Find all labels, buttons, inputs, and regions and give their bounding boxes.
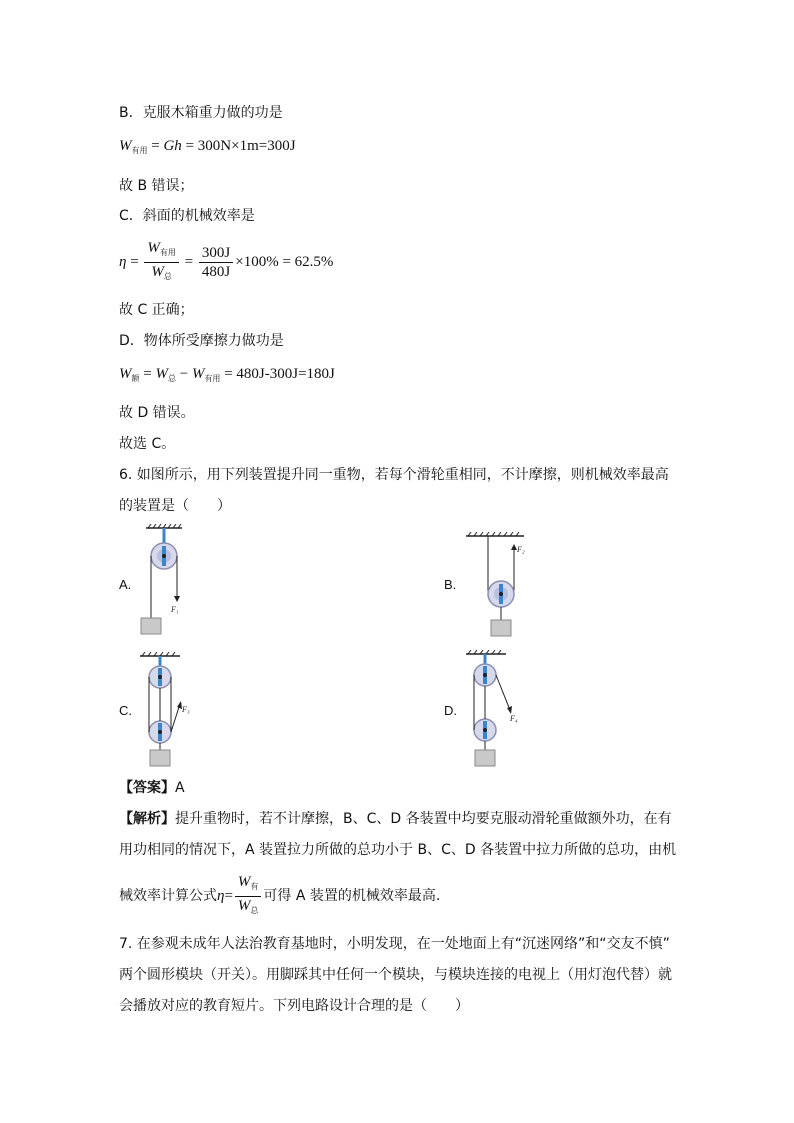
- question-6-line-1: 6. 如图所示，用下列装置提升同一重物，若每个滑轮重相同，不计摩擦，则机械效率最高: [119, 467, 669, 483]
- analysis-line-3: 械效率计算公式η= $\frac{W_有}{W_总}$ 可得 A 装置的机械效率最高.: [119, 872, 440, 920]
- c-equation: η = $\frac{W_{有用}}{W_总}$ = $\frac{300J}{480J}$ ×100% = 62.5%: [119, 239, 333, 286]
- b-title: B．克服木箱重力做的功是: [119, 105, 283, 121]
- figure-a-fixed-pulley: [138, 524, 198, 646]
- figure-c-pulley-block: [136, 652, 200, 770]
- question-7-line-3: 会播放对应的教育短片。下列电路设计合理的是（ ）: [119, 998, 469, 1014]
- c-result: 故 C 正确；: [119, 302, 194, 318]
- option-a-label: A.: [119, 577, 132, 592]
- d-result: 故 D 错误。: [119, 405, 195, 421]
- option-c-label: C.: [119, 703, 132, 718]
- b-equation: $W_{有用} = Gh = 300N\times 1m=300J$: [119, 138, 296, 155]
- question-6-line-2: 的装置是（ ）: [119, 498, 231, 514]
- option-d-label: D.: [444, 703, 457, 718]
- analysis-fraction: $\frac{W_有}{W_总}$: [235, 873, 262, 920]
- efficiency-fraction: $\frac{W_{有用}}{W_总}$: [144, 239, 179, 286]
- choose-line: 故选 C。: [119, 436, 176, 452]
- c-title: C．斜面的机械效率是: [119, 208, 255, 224]
- figure-b-movable-pulley: [462, 532, 528, 640]
- answer-tag: 【答案】: [119, 780, 175, 796]
- force-label-f4: F₄: [510, 714, 518, 723]
- answer-line: [119, 778, 185, 798]
- force-label-f2: F₂: [517, 545, 525, 554]
- question-7-line-2: 两个圆形模块（开关）。用脚踩其中任何一个模块，与模块连接的电视上（用灯泡代替）就: [119, 967, 672, 983]
- analysis-tag: 【解析】: [119, 811, 175, 827]
- force-label-f3: F₃: [182, 705, 190, 714]
- analysis-line-2: 用功相同的情况下，A 装置拉力所做的总功小于 B、C、D 各装置中拉力所做的总功，由机: [119, 842, 677, 858]
- d-title: D．物体所受摩擦力做功是: [119, 333, 284, 349]
- analysis-line-1: 【解析】提升重物时，若不计摩擦，B、C、D 各装置中均要克服动滑轮重做额外功，在有: [119, 811, 672, 827]
- force-label-f1: F₁: [171, 605, 179, 614]
- value-fraction: $\frac{300J}{480J}$: [199, 244, 233, 281]
- d-equation: $W_额 = W_总 - W_{有用} = 480J-300J=180J$: [119, 366, 335, 383]
- option-b-label: B.: [444, 577, 457, 592]
- b-result: 故 B 错误；: [119, 178, 194, 194]
- figure-d-pulley-block: [462, 650, 528, 772]
- question-7-line-1: 7. 在参观未成年人法治教育基地时，小明发现，在一处地面上有“沉迷网络”和“交友不慎”: [119, 936, 670, 952]
- answer-value: A: [175, 780, 185, 796]
